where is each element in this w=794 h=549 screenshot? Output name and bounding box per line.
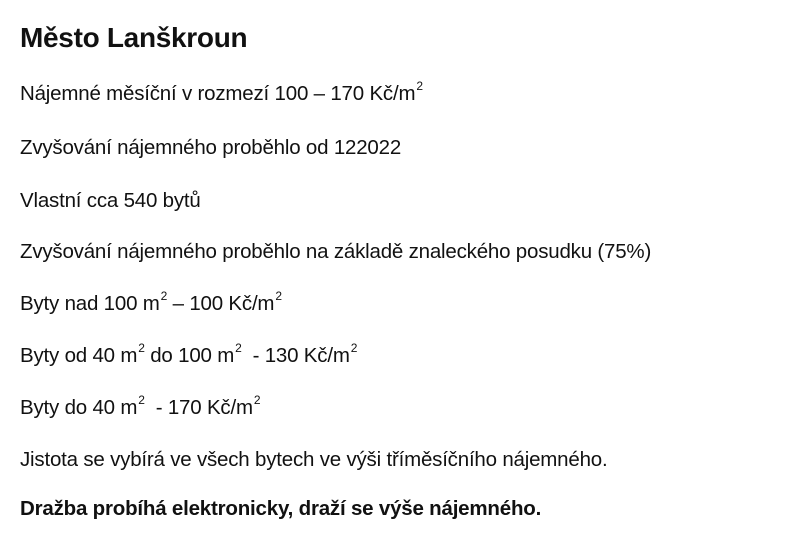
line-text: - 170 Kč/m	[144, 396, 253, 419]
rent-increase-date-line: Zvyšování nájemného proběhlo od 122022	[20, 136, 402, 159]
owned-flats-line: Vlastní cca 540 bytů	[20, 189, 201, 212]
superscript: 2	[350, 341, 358, 355]
superscript: 2	[160, 289, 168, 303]
line-text: Byty nad 100 m	[20, 292, 160, 315]
superscript: 2	[275, 289, 282, 303]
superscript: 2	[235, 341, 242, 355]
line-text: - 130 Kč/m	[241, 344, 350, 367]
superscript: 2	[416, 79, 423, 93]
superscript: 2	[138, 393, 145, 407]
superscript: 2	[253, 393, 261, 407]
flats-40-to-100-line	[20, 341, 358, 368]
line-text: Byty do 40 m	[20, 396, 138, 419]
rent-range-line	[20, 79, 423, 106]
expert-opinion-line: Zvyšování nájemného proběhlo na základě znaleckého posudku (75%)	[20, 240, 652, 263]
deposit-line: Jistota se vybírá ve všech bytech ve výši tříměsíčního nájemného.	[20, 448, 608, 471]
auction-line: Dražba probíhá elektronicky, draží se výše nájemného.	[20, 497, 542, 520]
line-text: Byty od 40 m	[20, 344, 138, 367]
line-text: do 100 m	[144, 344, 235, 367]
flats-over-100-line	[20, 289, 282, 316]
flats-under-40-line	[20, 393, 261, 420]
rent-range-text: Nájemné měsíční v rozmezí 100 – 170 Kč/m	[20, 82, 416, 105]
line-text: – 100 Kč/m	[167, 292, 275, 315]
superscript: 2	[138, 341, 145, 355]
page-title: Město Lanškroun	[20, 22, 248, 53]
